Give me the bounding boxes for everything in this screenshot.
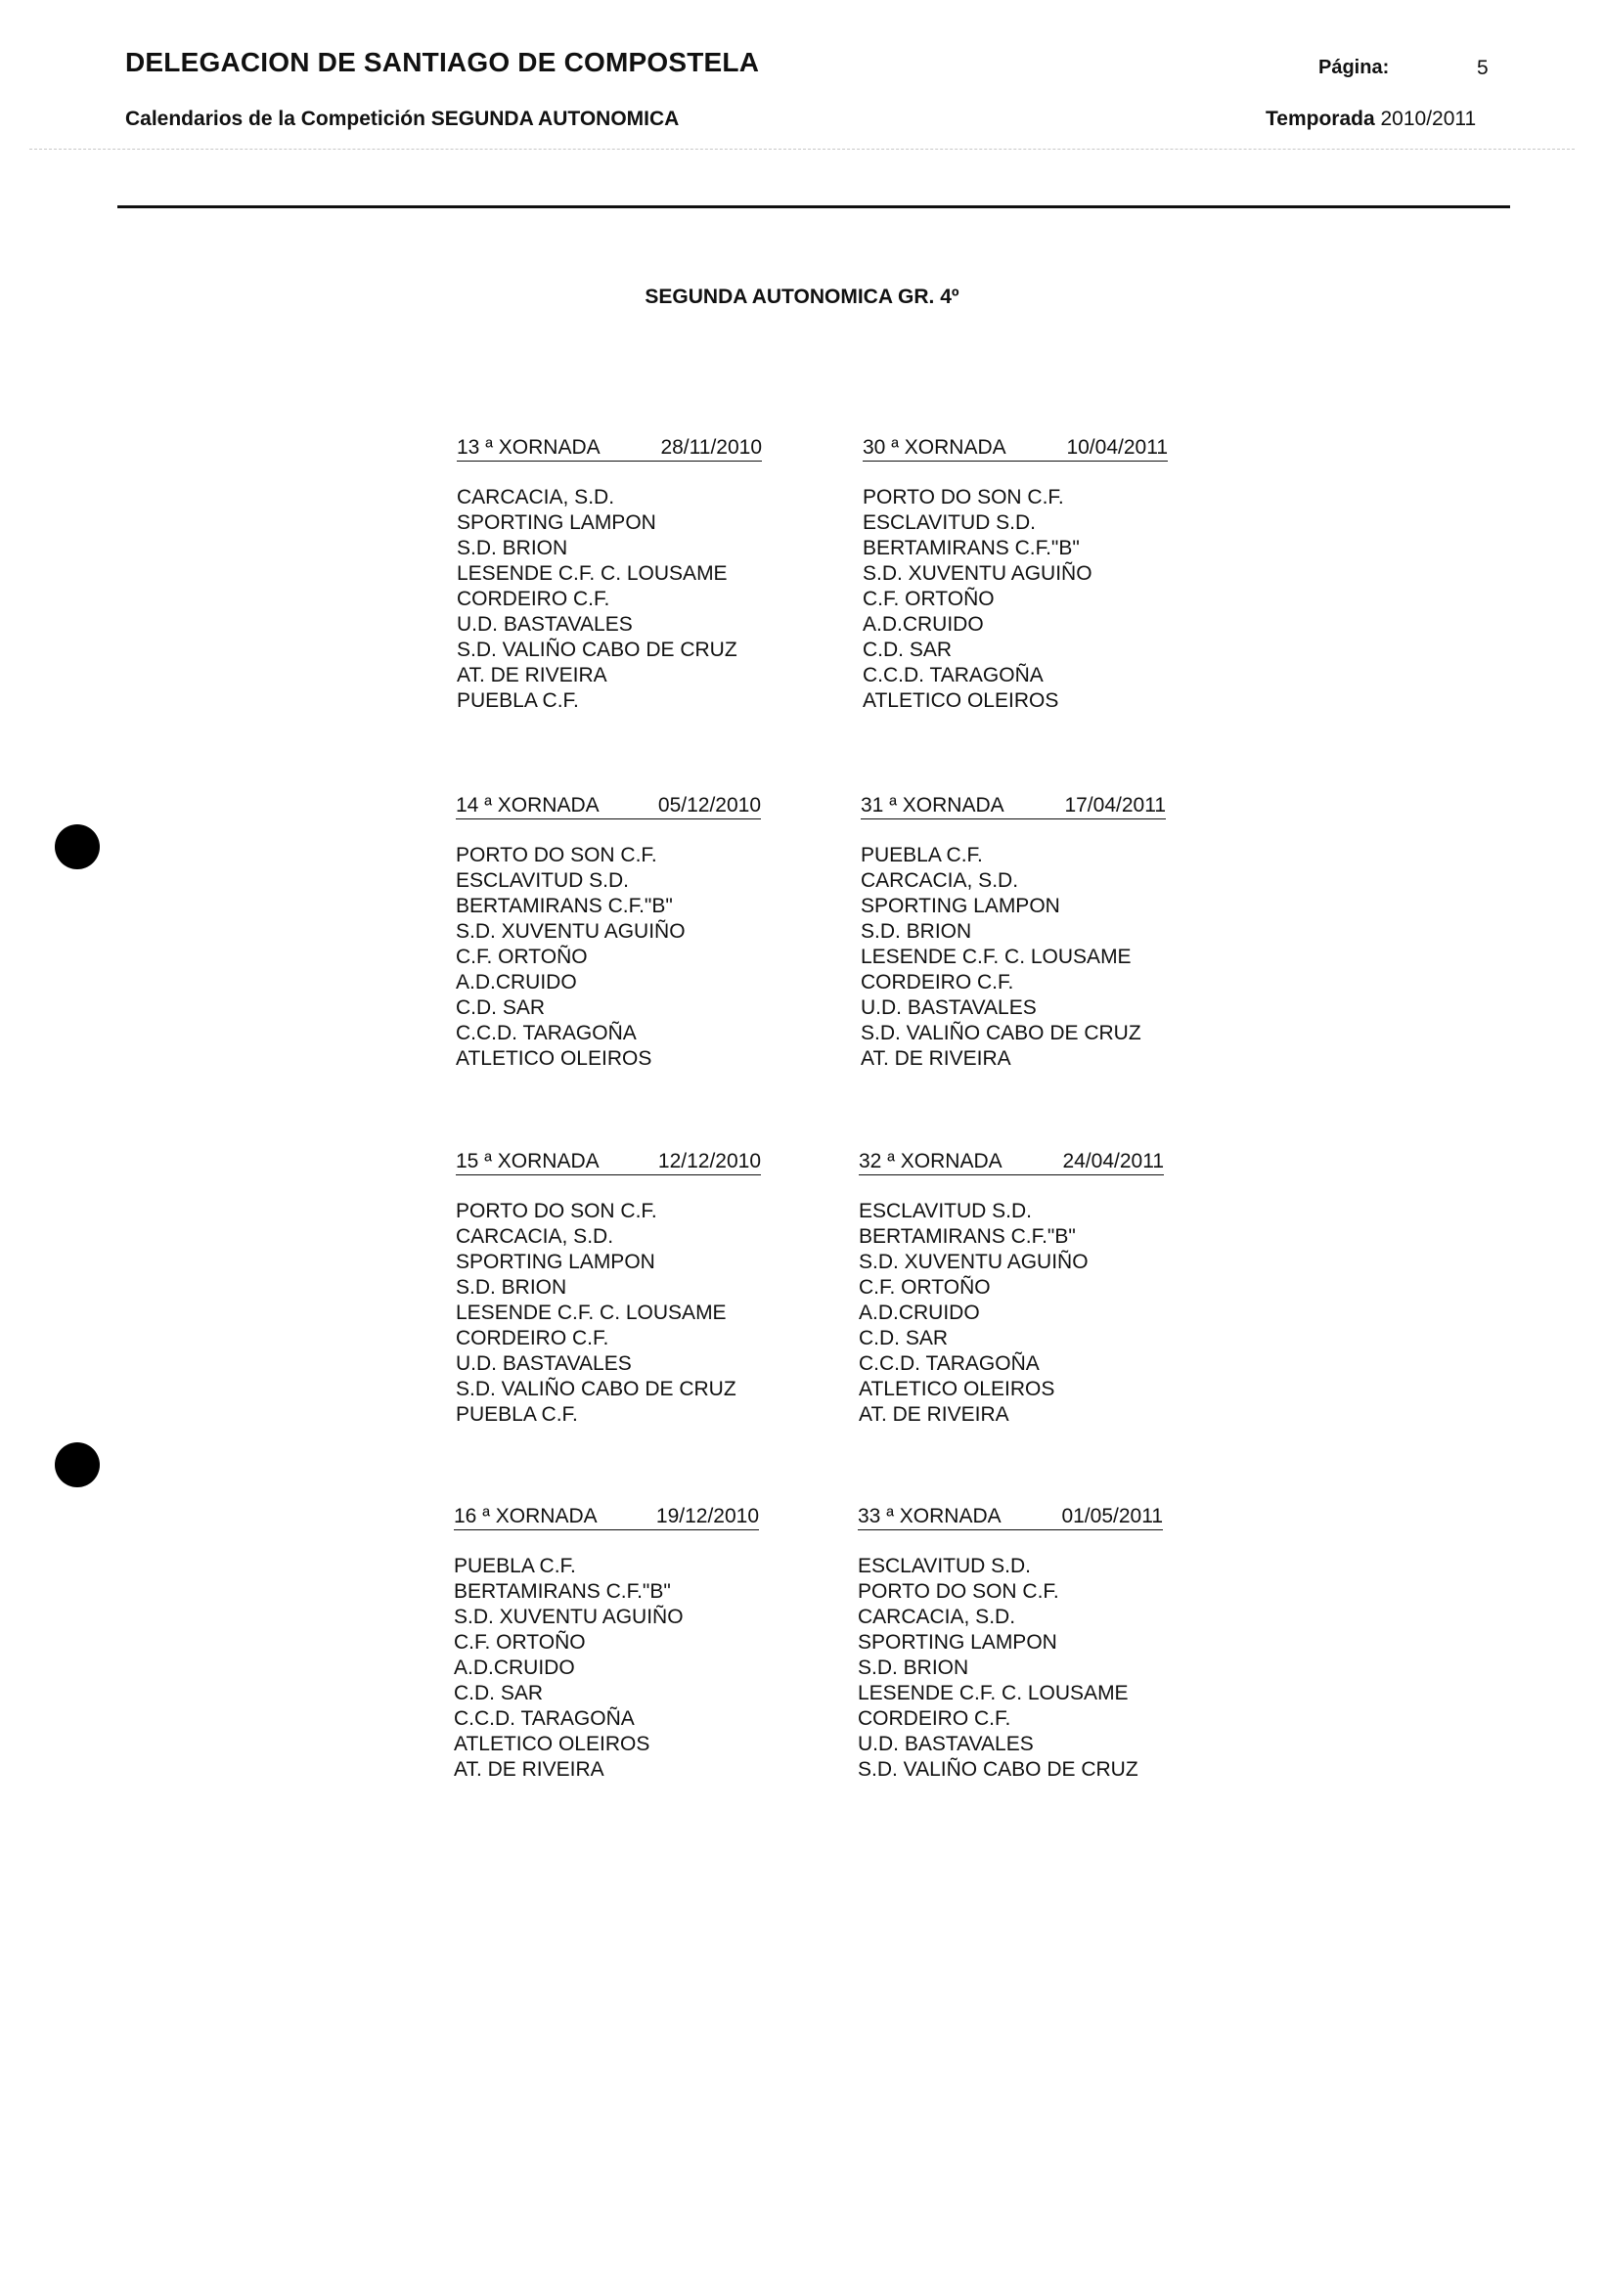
team-name: SPORTING LAMPON — [456, 1251, 655, 1273]
round-date: 28/11/2010 — [660, 436, 762, 459]
team-name: S.D. BRION — [456, 1276, 567, 1299]
team-name: CORDEIRO C.F. — [457, 588, 610, 610]
round-block — [858, 1505, 1163, 1783]
section-rule — [117, 205, 1510, 208]
team-name: ATLETICO OLEIROS — [454, 1733, 650, 1755]
round-block — [456, 794, 761, 1072]
team-name: S.D. XUVENTU AGUIÑO — [859, 1251, 1089, 1273]
round-block — [859, 1150, 1164, 1428]
team-name: S.D. XUVENTU AGUIÑO — [456, 920, 686, 943]
team-name: PORTO DO SON C.F. — [858, 1580, 1059, 1603]
round-date: 12/12/2010 — [657, 1150, 761, 1172]
page-number: 5 — [1477, 57, 1489, 79]
team-name: PORTO DO SON C.F. — [456, 844, 657, 866]
team-name: CORDEIRO C.F. — [858, 1707, 1011, 1730]
header-title: DELEGACION DE SANTIAGO DE COMPOSTELA — [125, 47, 760, 77]
team-name: U.D. BASTAVALES — [861, 996, 1037, 1019]
team-name: U.D. BASTAVALES — [456, 1352, 632, 1375]
team-name: C.D. SAR — [454, 1682, 544, 1704]
team-name: CARCACIA, S.D. — [861, 869, 1019, 892]
team-name: PUEBLA C.F. — [861, 844, 983, 866]
round-heading — [456, 1150, 761, 1175]
round-heading — [454, 1505, 759, 1530]
round-heading — [863, 436, 1168, 462]
team-name: SPORTING LAMPON — [457, 511, 656, 534]
team-name: CARCACIA, S.D. — [456, 1225, 614, 1248]
team-name: BERTAMIRANS C.F."B" — [863, 537, 1080, 559]
subtitle-label: Calendarios de la Competición — [125, 108, 425, 130]
team-name: S.D. BRION — [858, 1656, 969, 1679]
team-name: AT. DE RIVEIRA — [457, 664, 607, 686]
team-name: C.F. ORTOÑO — [859, 1276, 991, 1299]
round-heading — [861, 794, 1166, 819]
team-name: C.D. SAR — [456, 996, 546, 1019]
round-label: 13 ª XORNADA — [457, 436, 601, 459]
round-label: 31 ª XORNADA — [861, 794, 1004, 817]
team-name: S.D. VALIÑO CABO DE CRUZ — [861, 1022, 1141, 1044]
team-name: S.D. BRION — [457, 537, 568, 559]
round-date: 24/04/2011 — [1062, 1150, 1164, 1172]
team-name: BERTAMIRANS C.F."B" — [454, 1580, 671, 1603]
team-name: U.D. BASTAVALES — [457, 613, 633, 636]
team-name: C.F. ORTOÑO — [456, 946, 588, 968]
team-name: S.D. VALIÑO CABO DE CRUZ — [456, 1378, 736, 1400]
team-name: ESCLAVITUD S.D. — [859, 1200, 1032, 1222]
round-heading — [859, 1150, 1164, 1175]
round-block — [861, 794, 1166, 1072]
round-label: 33 ª XORNADA — [858, 1505, 1002, 1527]
header-subtitle — [125, 108, 679, 131]
season — [1266, 108, 1476, 131]
header-divider — [29, 149, 1575, 150]
round-block — [863, 436, 1168, 714]
round-date: 10/04/2011 — [1066, 436, 1168, 459]
team-name: S.D. BRION — [861, 920, 972, 943]
punch-hole — [55, 1442, 100, 1487]
team-name: S.D. VALIÑO CABO DE CRUZ — [457, 639, 737, 661]
team-name: SPORTING LAMPON — [858, 1631, 1057, 1654]
round-date: 05/12/2010 — [657, 794, 761, 817]
season-label: Temporada — [1266, 108, 1375, 130]
team-name: BERTAMIRANS C.F."B" — [859, 1225, 1076, 1248]
team-name: A.D.CRUIDO — [863, 613, 984, 636]
team-name: A.D.CRUIDO — [859, 1302, 980, 1324]
team-name: ATLETICO OLEIROS — [859, 1378, 1055, 1400]
team-name: C.C.D. TARAGOÑA — [454, 1707, 635, 1730]
team-name: LESENDE C.F. C. LOUSAME — [456, 1302, 727, 1324]
round-heading — [457, 436, 762, 462]
team-name: ESCLAVITUD S.D. — [858, 1555, 1031, 1577]
round-block — [454, 1505, 759, 1783]
team-name: AT. DE RIVEIRA — [859, 1403, 1009, 1426]
team-name: PORTO DO SON C.F. — [456, 1200, 657, 1222]
round-date: 19/12/2010 — [655, 1505, 759, 1527]
round-block — [457, 436, 762, 714]
team-name: CARCACIA, S.D. — [457, 486, 615, 508]
team-name: U.D. BASTAVALES — [858, 1733, 1034, 1755]
round-date: 01/05/2011 — [1061, 1505, 1163, 1527]
subtitle-value: SEGUNDA AUTONOMICA — [430, 108, 680, 130]
page-label: Página: — [1318, 57, 1390, 78]
team-name: C.F. ORTOÑO — [863, 588, 995, 610]
team-name: C.C.D. TARAGOÑA — [859, 1352, 1040, 1375]
team-name: A.D.CRUIDO — [456, 971, 577, 993]
team-name: LESENDE C.F. C. LOUSAME — [861, 946, 1132, 968]
team-name: C.D. SAR — [859, 1327, 949, 1349]
team-name: AT. DE RIVEIRA — [454, 1758, 604, 1781]
round-label: 30 ª XORNADA — [863, 436, 1006, 459]
team-name: C.D. SAR — [863, 639, 953, 661]
round-label: 15 ª XORNADA — [456, 1150, 600, 1172]
group-title: SEGUNDA AUTONOMICA GR. 4º — [645, 286, 959, 308]
team-name: PORTO DO SON C.F. — [863, 486, 1064, 508]
team-name: A.D.CRUIDO — [454, 1656, 575, 1679]
team-name: PUEBLA C.F. — [457, 689, 579, 712]
team-name: C.C.D. TARAGOÑA — [456, 1022, 637, 1044]
team-name: CORDEIRO C.F. — [456, 1327, 609, 1349]
team-name: SPORTING LAMPON — [861, 895, 1060, 917]
team-name: PUEBLA C.F. — [456, 1403, 578, 1426]
round-heading — [858, 1505, 1163, 1530]
team-name: C.F. ORTOÑO — [454, 1631, 586, 1654]
team-name: S.D. VALIÑO CABO DE CRUZ — [858, 1758, 1138, 1781]
round-label: 32 ª XORNADA — [859, 1150, 1002, 1172]
team-name: BERTAMIRANS C.F."B" — [456, 895, 673, 917]
team-name: ATLETICO OLEIROS — [863, 689, 1059, 712]
team-name: LESENDE C.F. C. LOUSAME — [858, 1682, 1129, 1704]
team-name: ATLETICO OLEIROS — [456, 1047, 652, 1070]
team-name: CARCACIA, S.D. — [858, 1606, 1016, 1628]
team-name: LESENDE C.F. C. LOUSAME — [457, 562, 728, 585]
round-date: 17/04/2011 — [1064, 794, 1166, 817]
round-block — [456, 1150, 761, 1428]
team-name: PUEBLA C.F. — [454, 1555, 576, 1577]
round-heading — [456, 794, 761, 819]
team-name: S.D. XUVENTU AGUIÑO — [863, 562, 1092, 585]
season-value: 2010/2011 — [1380, 108, 1477, 130]
team-name: CORDEIRO C.F. — [861, 971, 1014, 993]
team-name: AT. DE RIVEIRA — [861, 1047, 1011, 1070]
team-name: S.D. XUVENTU AGUIÑO — [454, 1606, 684, 1628]
round-label: 16 ª XORNADA — [454, 1505, 598, 1527]
team-name: ESCLAVITUD S.D. — [863, 511, 1036, 534]
team-name: C.C.D. TARAGOÑA — [863, 664, 1044, 686]
round-label: 14 ª XORNADA — [456, 794, 600, 817]
punch-hole — [55, 824, 100, 869]
team-name: ESCLAVITUD S.D. — [456, 869, 629, 892]
